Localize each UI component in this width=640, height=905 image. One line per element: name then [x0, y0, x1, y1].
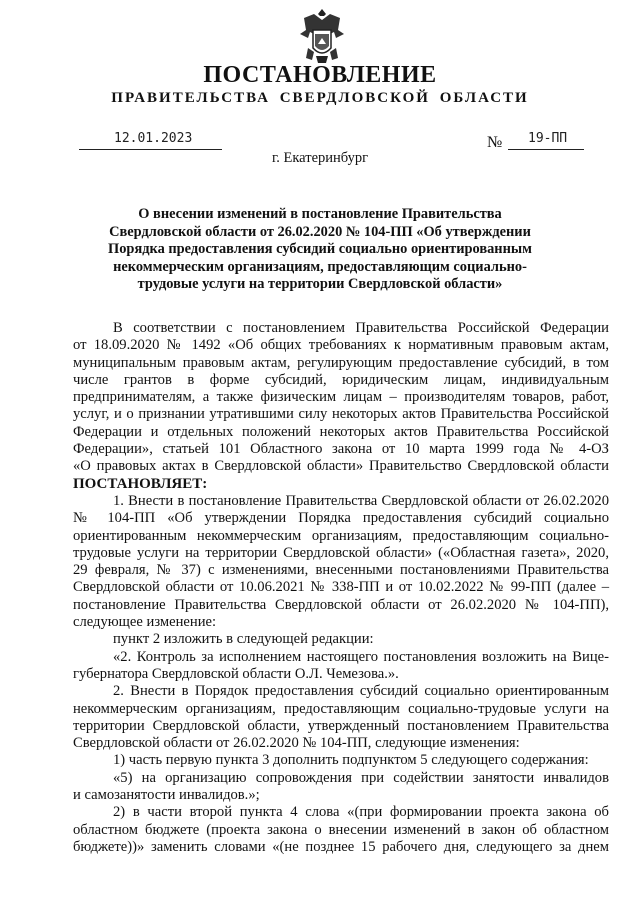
body-line: № 104-ПП «Об утверждении Порядка предоставления субсидий социально [73, 510, 609, 527]
body-line: 1) часть первую пункта 3 дополнить подпунктом 5 следующего содержания: [113, 752, 589, 769]
body-line: Свердловской области от 10.06.2021 № 338-ПП и от 10.02.2022 № 99-ПП (далее – [73, 579, 609, 596]
body-line: пункт 2 изложить в следующей редакции: [113, 631, 374, 648]
document-number: 19-ПП [528, 131, 568, 146]
body-line: муниципальным правовым актам, регулирующим предоставление субсидий, в том [73, 354, 609, 371]
body-line: Федерации и отдельных положений некоторых актов Правительства Российской [73, 423, 609, 440]
body-line: областном бюджете (проекта закона о внесении изменений в закон об областном [73, 821, 609, 838]
body-line: от 18.09.2020 № 1492 «Об общих требованиях к нормативным правовым актам, [73, 337, 609, 354]
body-line: 2) в части второй пункта 4 слова «(при формировании проекта закона об [113, 804, 609, 821]
body-line: следующее изменение: [73, 614, 217, 631]
body-line: «О правовых актах в Свердловской области» Правительство Свердловской области [73, 458, 609, 475]
body-line: услуг, и о признании утратившими силу некоторых актов Правительства Российской [73, 406, 609, 423]
document-body [73, 320, 609, 856]
body-line: «5) на организацию сопровождения при содействии занятости инвалидов [113, 769, 609, 786]
issue-city: г. Екатеринбург [271, 150, 369, 166]
resolves-keyword: ПОСТАНОВЛЯЕТ: [73, 475, 208, 492]
body-line: губернатора Свердловской области О.Л. Чемезова.». [73, 665, 399, 682]
body-line: некоммерческим организациям, предоставляющим социально-трудовые услуги на [73, 700, 609, 717]
body-line: В соответствии с постановлением Правительства Российской Федерации [113, 320, 609, 336]
heading-line: Порядка предоставления субсидий социально ориентированным [108, 241, 532, 258]
body-line: «2. Контроль за исполнением настоящего постановления возложить на Вице- [113, 648, 609, 665]
body-line: предпринимателям, а также физическим лицам – производителям товаров, работ, [73, 389, 609, 406]
heading-line: некоммерческим организациям, предоставляющим социально- [113, 258, 527, 275]
heading-line: О внесении изменений в постановление Правительства [138, 206, 502, 222]
body-line: Свердловской области от 26.02.2020 № 104-ПП, следующие изменения: [73, 735, 520, 752]
body-line: 29 февраля, № 37) с изменениями, внесенными постановлениями Правительства [73, 562, 609, 579]
body-line: ориентированным некоммерческим организациям, предоставляющим социально- [73, 527, 609, 544]
number-sign: № [487, 134, 503, 151]
issuer-name: ПРАВИТЕЛЬСТВА СВЕРДЛОВСКОЙ ОБЛАСТИ [111, 90, 529, 106]
body-line: 2. Внести в Порядок предоставления субсидий социально ориентированным [113, 683, 609, 700]
body-line: территории Свердловской области, утвержденный постановлением Правительства [73, 717, 609, 734]
body-line: постановление Правительства Свердловской области от 26.02.2020 № 104-ПП), [73, 596, 609, 613]
document-date: 12.01.2023 [114, 131, 193, 146]
body-line: числе грантов в форме субсидий, юридическим лицам, индивидуальным [73, 371, 609, 388]
body-line: 1. Внести в постановление Правительства Свердловской области от 26.02.2020 [113, 492, 609, 509]
body-line: трудовые услуги на территории Свердловской области» («Областная газета», 2020, [73, 544, 609, 561]
body-line: Федерации», статьей 101 Областного закона от 10 марта 1999 года № 4-ОЗ [73, 441, 609, 458]
coat-of-arms-icon [300, 8, 344, 64]
body-line: бюджете))» заменить словами «(не позднее 15 рабочего дня, следующего за днем [73, 838, 609, 855]
body-line: и самозанятости инвалидов.»; [73, 787, 260, 804]
document-heading [100, 206, 540, 294]
heading-line: Свердловской области от 26.02.2020 № 104-ПП «Об утверждении [109, 223, 531, 240]
document-title: ПОСТАНОВЛЕНИЕ [203, 62, 437, 88]
heading-line: трудовые услуги на территории Свердловской области» [137, 276, 503, 293]
